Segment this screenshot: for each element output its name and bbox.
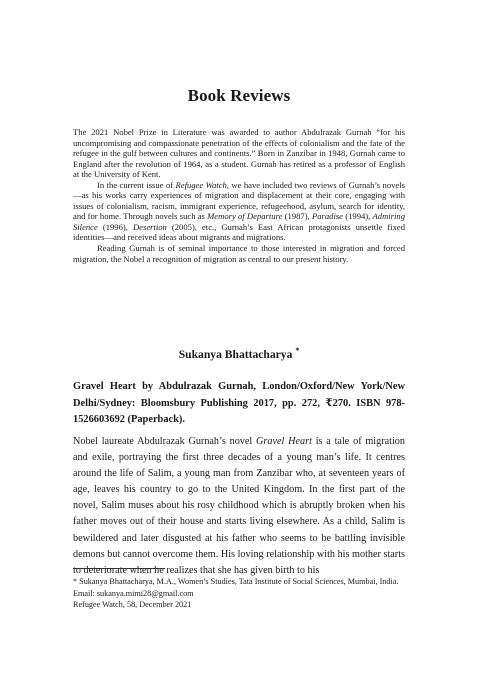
novel-title-2: Paradise xyxy=(311,211,343,222)
review-body xyxy=(73,434,405,579)
review-author xyxy=(73,346,405,361)
intro-section xyxy=(73,127,405,264)
footnote-author-info: * Sukanya Bhattacharya, M.A., Women’s Studies, Tata Institute of Social Sciences, Mumbai, India. Email: sukanya.mimi28@gmail.com xyxy=(73,577,399,598)
author-name: Sukanya Bhattacharya xyxy=(178,347,293,361)
page-title: Book Reviews xyxy=(187,86,291,105)
intro-paragraph-3: Reading Gurnah is of seminal importance to those interested in migration and forced migration, the Nobel a recognition of migration as central to our present history. xyxy=(73,243,405,264)
novel-title-1: Memory of Departure xyxy=(207,211,283,222)
intro-paragraph-1: The 2021 Nobel Prize in Literature was awarded to author Abdulrazak Gurnah “for his uncompromising and compassionate penetration of the effects of colonialism and the fate of the refugee in the gulf between cultures and continents.” Born in Zanzibar in 1948, Gurnah came to England after the revolution of 1964, as a student. Gurnah has retired as a professor of English at the University of Kent. xyxy=(73,127,405,180)
journal-title: Refugee Watch xyxy=(175,179,227,190)
footnote xyxy=(73,576,405,611)
review-text-b: is a tale of migration and exile, portraying the first three decades of a young man’s life. It centres around the life of Salim, a young man from Zanzibar who, at seventeen years of age, leaves his country to go to the United Kingdom. In the first part of the novel, Salim muses about his rosy childhood which is abruptly broken when his father moves out of their house and starts living elsewhere. As a child, Salim is bewildered and later disgusted at his father who seems to be battling invisible demons but cannot overcome them. His loving relationship with his mother starts to deteriorate when he realizes that she has given birth to his xyxy=(73,436,405,576)
footnote-marker: * xyxy=(295,346,300,355)
footnote-divider xyxy=(73,568,165,569)
intro-p2-text-c: (1987), xyxy=(282,211,312,222)
review-text-a: Nobel laureate Abdulrazak Gurnah’s novel xyxy=(73,436,257,447)
novel-title-4: Desertion xyxy=(132,221,167,232)
intro-paragraph-2 xyxy=(73,180,405,243)
novel-title-3: Admiring Silence xyxy=(73,211,406,232)
book-reference: Gravel Heart by Abdulrazak Gurnah, London/Oxford/New York/New Delhi/Sydney: Bloomsbury Publishing 2017, pp. 272, ₹270. ISBN 978-1526603692 (Paperback). xyxy=(73,381,405,425)
review-paragraph xyxy=(73,434,405,579)
intro-p2-text-d: (1994), xyxy=(343,211,373,222)
intro-p2-text-f: (2005), etc., Gurnah’s East African protagonists unsettle fixed identities—and received ideas about migrants and migrations. xyxy=(73,221,405,243)
intro-p2-text-b: , we have included two reviews of Gurnah’s novels—as his works carry experiences of migration and displacement at their core, engaging with issues of colonialism, racism, immigrant experience, refugeehood, asylum, search for identity, and for home. Through novels such as xyxy=(73,179,405,222)
footnote-journal-info: Refugee Watch, 58, December 2021 xyxy=(73,600,192,609)
book-title: Gravel Heart xyxy=(256,436,312,447)
intro-p2-text-a: In the current issue of xyxy=(97,179,176,190)
intro-p2-text-e: (1996), xyxy=(97,221,133,232)
